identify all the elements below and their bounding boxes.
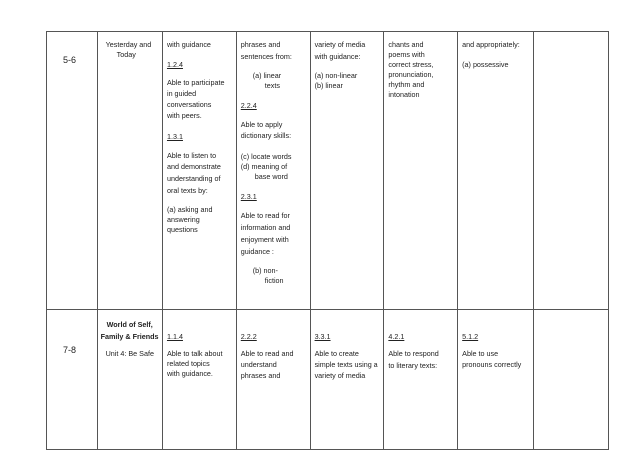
cell-text: fiction: [264, 276, 284, 285]
cell-text: rhythm and: [388, 80, 425, 89]
cell-text: oral texts by:: [166, 186, 208, 195]
week-cell: [47, 32, 98, 310]
standard-code: 2.3.1: [240, 192, 257, 201]
cell-text: (a) asking and: [166, 205, 213, 214]
empty-cell: [534, 310, 609, 450]
cell-text: conversations: [166, 100, 212, 109]
cell-text: Able to talk about: [166, 349, 223, 358]
cell-text: (a) possessive: [462, 60, 509, 69]
cell-text: poems with: [388, 50, 425, 59]
cell-text: information and: [240, 223, 291, 232]
theme-text: World of Self,: [106, 320, 153, 329]
cell-text: sentences from:: [240, 52, 292, 61]
cell-text: to literary texts:: [388, 361, 438, 370]
table-row: [47, 32, 609, 310]
writing-cell: [384, 310, 458, 450]
writing-cell: [384, 32, 458, 310]
speaking-cell: [236, 32, 310, 310]
speaking-cell: [236, 310, 310, 450]
standard-code: 2.2.2: [240, 332, 257, 341]
listening-cell: [162, 310, 236, 450]
cell-text: with peers.: [166, 111, 202, 120]
table-row: [47, 310, 609, 450]
cell-text: with guidance:: [314, 52, 361, 61]
standard-code: 4.2.1: [388, 332, 405, 341]
cell-text: in guided: [166, 89, 197, 98]
cell-text: correct stress,: [388, 60, 434, 69]
standard-code: 5.1.2: [462, 332, 479, 341]
cell-text: phrases and: [240, 40, 281, 49]
week-cell: [47, 310, 98, 450]
scheme-of-work-table: [46, 31, 609, 450]
cell-text: simple texts using a: [314, 360, 378, 369]
week-label: 7-8: [63, 345, 77, 355]
cell-text: with guidance.: [166, 369, 213, 378]
cell-text: Able to apply: [240, 120, 283, 129]
cell-text: and demonstrate: [166, 162, 221, 171]
cell-text: with guidance: [166, 40, 211, 49]
listening-cell: [162, 32, 236, 310]
cell-text: Able to create: [314, 349, 359, 358]
standard-code: 1.2.4: [166, 60, 183, 69]
cell-text: Able to use: [462, 349, 499, 358]
cell-text: Able to read for: [240, 211, 290, 220]
cell-text: pronouns correctly: [462, 360, 522, 369]
standard-code: 1.3.1: [166, 132, 183, 141]
cell-text: chants and: [388, 40, 424, 49]
cell-text: (c) locate words: [240, 152, 292, 161]
cell-text: and appropriately:: [462, 40, 520, 49]
standard-code: 3.3.1: [314, 332, 331, 341]
cell-text: (a) non-linear: [314, 71, 358, 80]
cell-text: understand: [240, 360, 277, 369]
cell-text: Able to respond: [388, 349, 439, 358]
cell-text: base word: [254, 172, 288, 181]
theme-text: Today: [116, 50, 136, 59]
cell-text: phrases and: [240, 371, 281, 380]
cell-text: related topics: [166, 359, 210, 368]
cell-text: dictionary skills:: [240, 131, 292, 140]
cell-text: intonation: [388, 90, 420, 99]
cell-text: questions: [166, 225, 198, 234]
reading-cell: [310, 32, 384, 310]
standard-code: 1.1.4: [166, 332, 183, 341]
cell-text: variety of media: [314, 40, 366, 49]
cell-text: (a) linear: [252, 71, 282, 80]
theme-cell: [97, 32, 162, 310]
theme-cell: [97, 310, 162, 450]
grammar-cell: [458, 32, 534, 310]
theme-text: Yesterday and: [105, 40, 152, 49]
cell-text: (b) linear: [314, 81, 343, 90]
week-label: 5-6: [63, 55, 77, 65]
cell-text: Able to listen to: [166, 151, 217, 160]
cell-text: guidance :: [240, 247, 274, 256]
standard-code: 2.2.4: [240, 101, 257, 110]
cell-text: Able to read and: [240, 349, 294, 358]
cell-text: Able to participate: [166, 78, 225, 87]
unit-text: Unit 4: Be Safe: [105, 349, 154, 358]
empty-cell: [534, 32, 609, 310]
cell-text: pronunciation,: [388, 70, 434, 79]
cell-text: understanding of: [166, 174, 221, 183]
cell-text: enjoyment with: [240, 235, 289, 244]
cell-text: answering: [166, 215, 200, 224]
reading-cell: [310, 310, 384, 450]
grammar-cell: [458, 310, 534, 450]
cell-text: variety of media: [314, 371, 366, 380]
cell-text: (b) non-: [252, 266, 278, 275]
theme-text: Family & Friends: [100, 332, 159, 341]
cell-text: texts: [264, 81, 280, 90]
cell-text: (d) meaning of: [240, 162, 288, 171]
